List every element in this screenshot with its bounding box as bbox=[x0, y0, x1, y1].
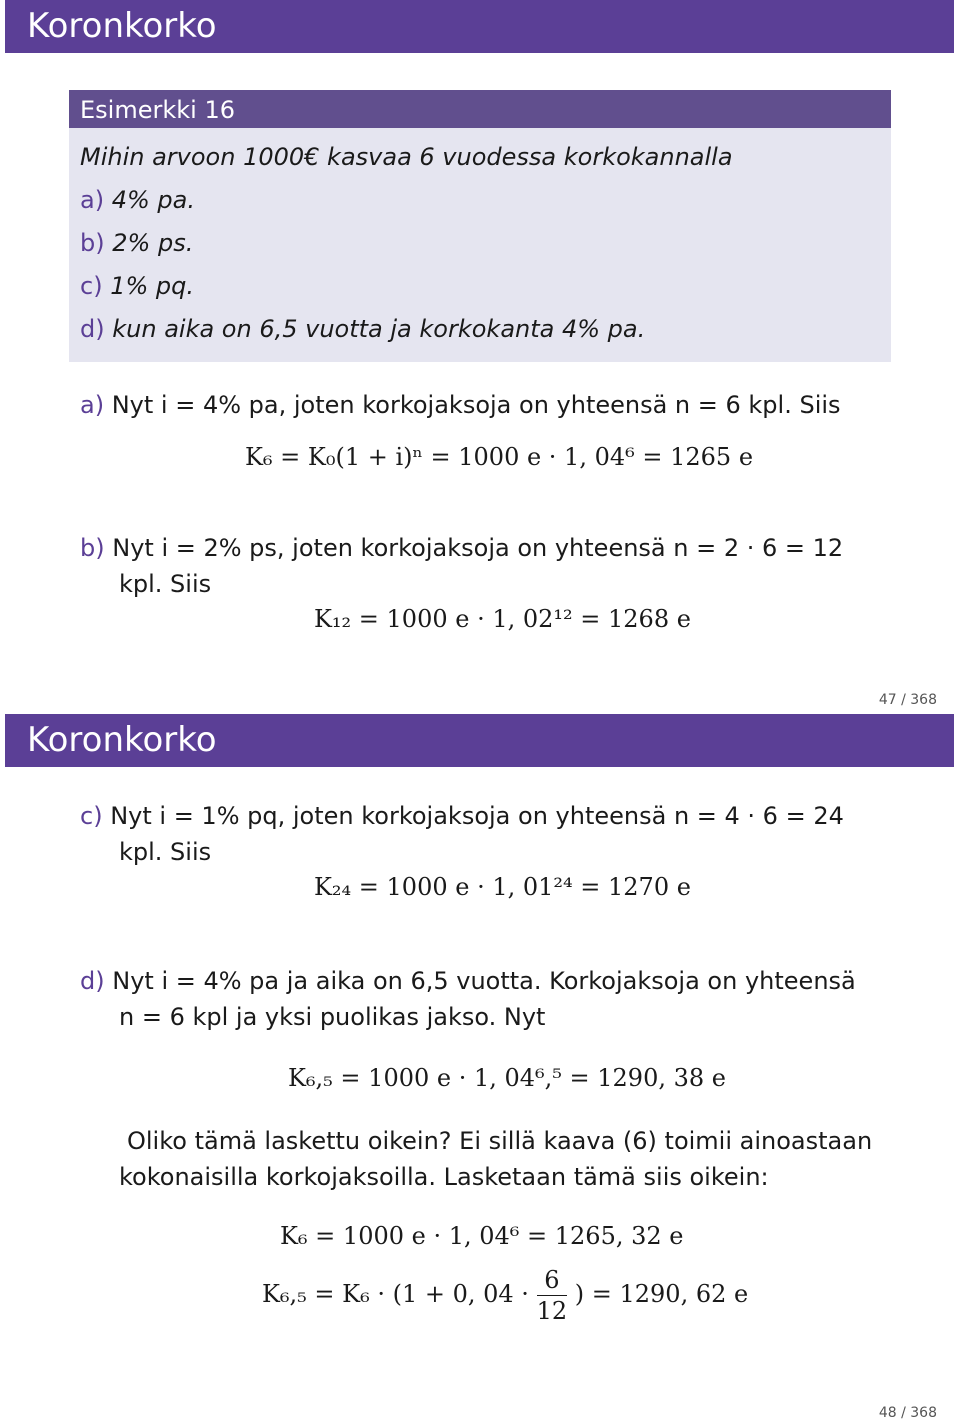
item-label: a) bbox=[80, 186, 105, 214]
item-label: c) bbox=[80, 272, 103, 300]
item-label: d) bbox=[80, 315, 105, 343]
example-question: Mihin arvoon 1000€ kasvaa 6 vuodessa korkokannalla bbox=[80, 143, 733, 171]
formula-d3-post: ) = 1290, 62 e bbox=[574, 1280, 749, 1308]
page-number: 48 / 368 bbox=[878, 1405, 937, 1421]
item-text: kun aika on 6,5 vuotta ja korkokanta 4% pa. bbox=[112, 315, 646, 343]
example-item-d bbox=[80, 314, 645, 344]
example-body bbox=[69, 128, 891, 362]
formula-d3-pre: K₆,₅ = K₆ · (1 + 0, 04 · bbox=[262, 1280, 529, 1308]
note-line-2: kokonaisilla korkojaksoilla. Lasketaan tämä siis oikein: bbox=[119, 1163, 769, 1191]
solution-c-cont: kpl. Siis bbox=[119, 838, 212, 866]
item-text: 1% pq. bbox=[110, 272, 195, 300]
formula-d: K₆,₅ = 1000 e · 1, 04⁶,⁵ = 1290, 38 e bbox=[288, 1064, 726, 1092]
example-block bbox=[69, 90, 891, 362]
example-item-c bbox=[80, 271, 194, 301]
frame-title: Koronkorko bbox=[5, 0, 954, 53]
note-line-1: Oliko tämä laskettu oikein? Ei sillä kaava (6) toimii ainoastaan bbox=[127, 1127, 873, 1155]
formula-c: K₂₄ = 1000 e · 1, 01²⁴ = 1270 e bbox=[314, 873, 691, 901]
solution-text: Nyt i = 4% pa, joten korkojaksoja on yhteensä n = 6 kpl. Siis bbox=[111, 391, 841, 419]
formula-b: K₁₂ = 1000 e · 1, 02¹² = 1268 e bbox=[314, 605, 691, 633]
item-text: 4% pa. bbox=[111, 186, 195, 214]
formula-d2: K₆ = 1000 e · 1, 04⁶ = 1265, 32 e bbox=[280, 1222, 684, 1250]
fraction bbox=[537, 1265, 568, 1326]
solution-text: Nyt i = 2% ps, joten korkojaksoja on yhteensä n = 2 · 6 = 12 bbox=[112, 534, 844, 562]
fraction-denominator: 12 bbox=[536, 1297, 568, 1325]
example-item-a bbox=[80, 185, 195, 215]
solution-label: b) bbox=[80, 534, 105, 562]
formula-a: K₆ = K₀(1 + i)ⁿ = 1000 e · 1, 04⁶ = 1265 e bbox=[245, 443, 754, 471]
frame-title: Koronkorko bbox=[5, 714, 954, 767]
solution-c bbox=[80, 801, 844, 831]
solution-d-cont: n = 6 kpl ja yksi puolikas jakso. Nyt bbox=[119, 1003, 546, 1031]
page-number: 47 / 368 bbox=[878, 692, 937, 708]
item-text: 2% ps. bbox=[112, 229, 194, 257]
solution-text: Nyt i = 1% pq, joten korkojaksoja on yhteensä n = 4 · 6 = 24 bbox=[110, 802, 844, 830]
formula-d3 bbox=[262, 1265, 748, 1326]
solution-label: a) bbox=[80, 391, 105, 419]
solution-label: d) bbox=[80, 967, 105, 995]
item-label: b) bbox=[80, 229, 105, 257]
solution-b bbox=[80, 533, 843, 563]
solution-b-cont: kpl. Siis bbox=[119, 570, 212, 598]
example-title: Esimerkki 16 bbox=[69, 90, 891, 128]
example-item-b bbox=[80, 228, 193, 258]
solution-label: c) bbox=[80, 802, 103, 830]
solution-a bbox=[80, 390, 841, 420]
fraction-numerator: 6 bbox=[537, 1265, 568, 1296]
solution-text: Nyt i = 4% pa ja aika on 6,5 vuotta. Korkojaksoja on yhteensä bbox=[112, 967, 856, 995]
solution-d bbox=[80, 966, 856, 996]
